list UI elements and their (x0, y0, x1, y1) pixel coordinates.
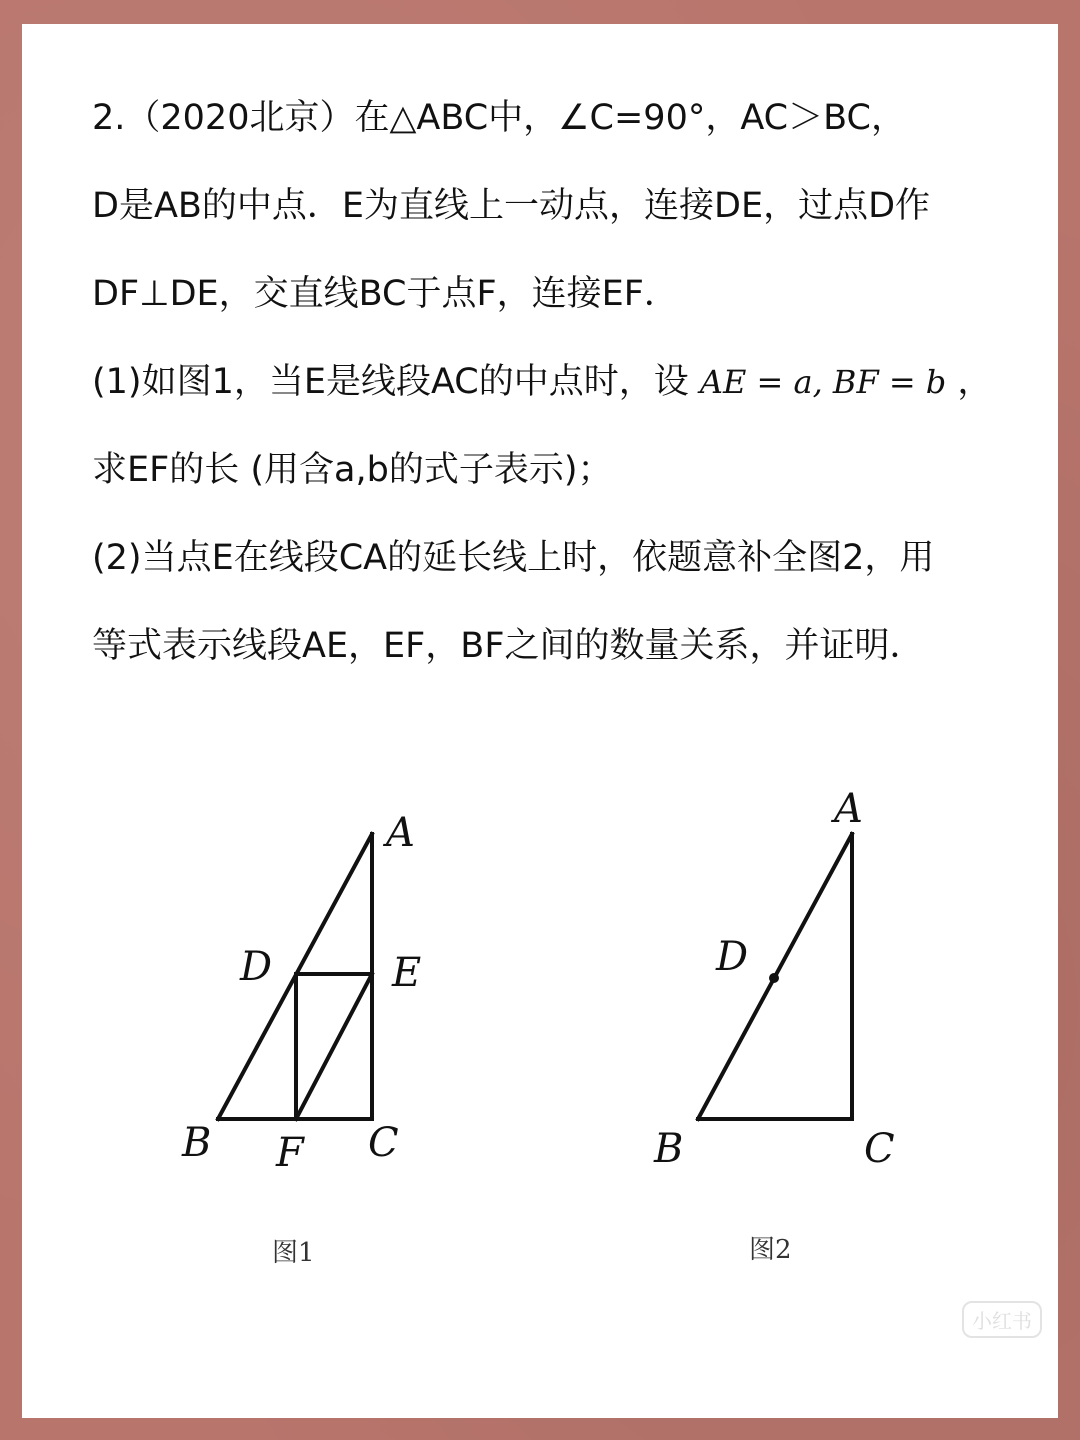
label-e: E (392, 950, 422, 996)
label-c: C (864, 1126, 895, 1172)
label-f: F (276, 1130, 304, 1174)
problem-line-1: 2.（2020北京）在△ABC中，∠C=90°，AC＞BC， (92, 98, 906, 138)
label-d: D (240, 944, 273, 990)
label-d: D (716, 934, 749, 980)
problem-text (92, 74, 1012, 690)
problem-line-4-tail: ， (957, 362, 993, 402)
problem-line-6: (2)当点E在线段CA的延长线上时，依题意补全图2，用 (92, 538, 935, 578)
problem-line-4-text: (1)如图1，当E是线段AC的中点时，设 (92, 362, 689, 402)
label-c: C (368, 1120, 399, 1166)
figure-1-caption: 图1 (272, 1238, 315, 1268)
formula: AE = a, BF = b (699, 363, 947, 401)
segment-ef (296, 974, 372, 1119)
label-a: A (386, 810, 415, 856)
problem-line-2: D是AB的中点．E为直线上一动点，连接DE，过点D作 (92, 186, 931, 226)
problem-line-4 (92, 338, 1012, 426)
watermark-text: 小红书 知乎 @娉爷 (808, 1355, 1050, 1388)
watermark-badge: 小红书 (962, 1301, 1042, 1338)
figure-1 (162, 794, 462, 1174)
problem-line-3: DF⊥DE，交直线BC于点F，连接EF． (92, 274, 679, 314)
problem-line-7: 等式表示线段AE，EF，BF之间的数量关系，并证明． (92, 626, 925, 666)
label-b: B (182, 1120, 212, 1166)
label-a: A (834, 786, 863, 832)
point-d (769, 973, 779, 983)
figure-2-caption: 图2 (749, 1235, 792, 1265)
figure-2 (642, 784, 942, 1184)
content-card (22, 24, 1058, 1418)
problem-line-5: 求EF的长 (用含a,b的式子表示)； (92, 450, 613, 490)
label-b: B (654, 1126, 684, 1172)
